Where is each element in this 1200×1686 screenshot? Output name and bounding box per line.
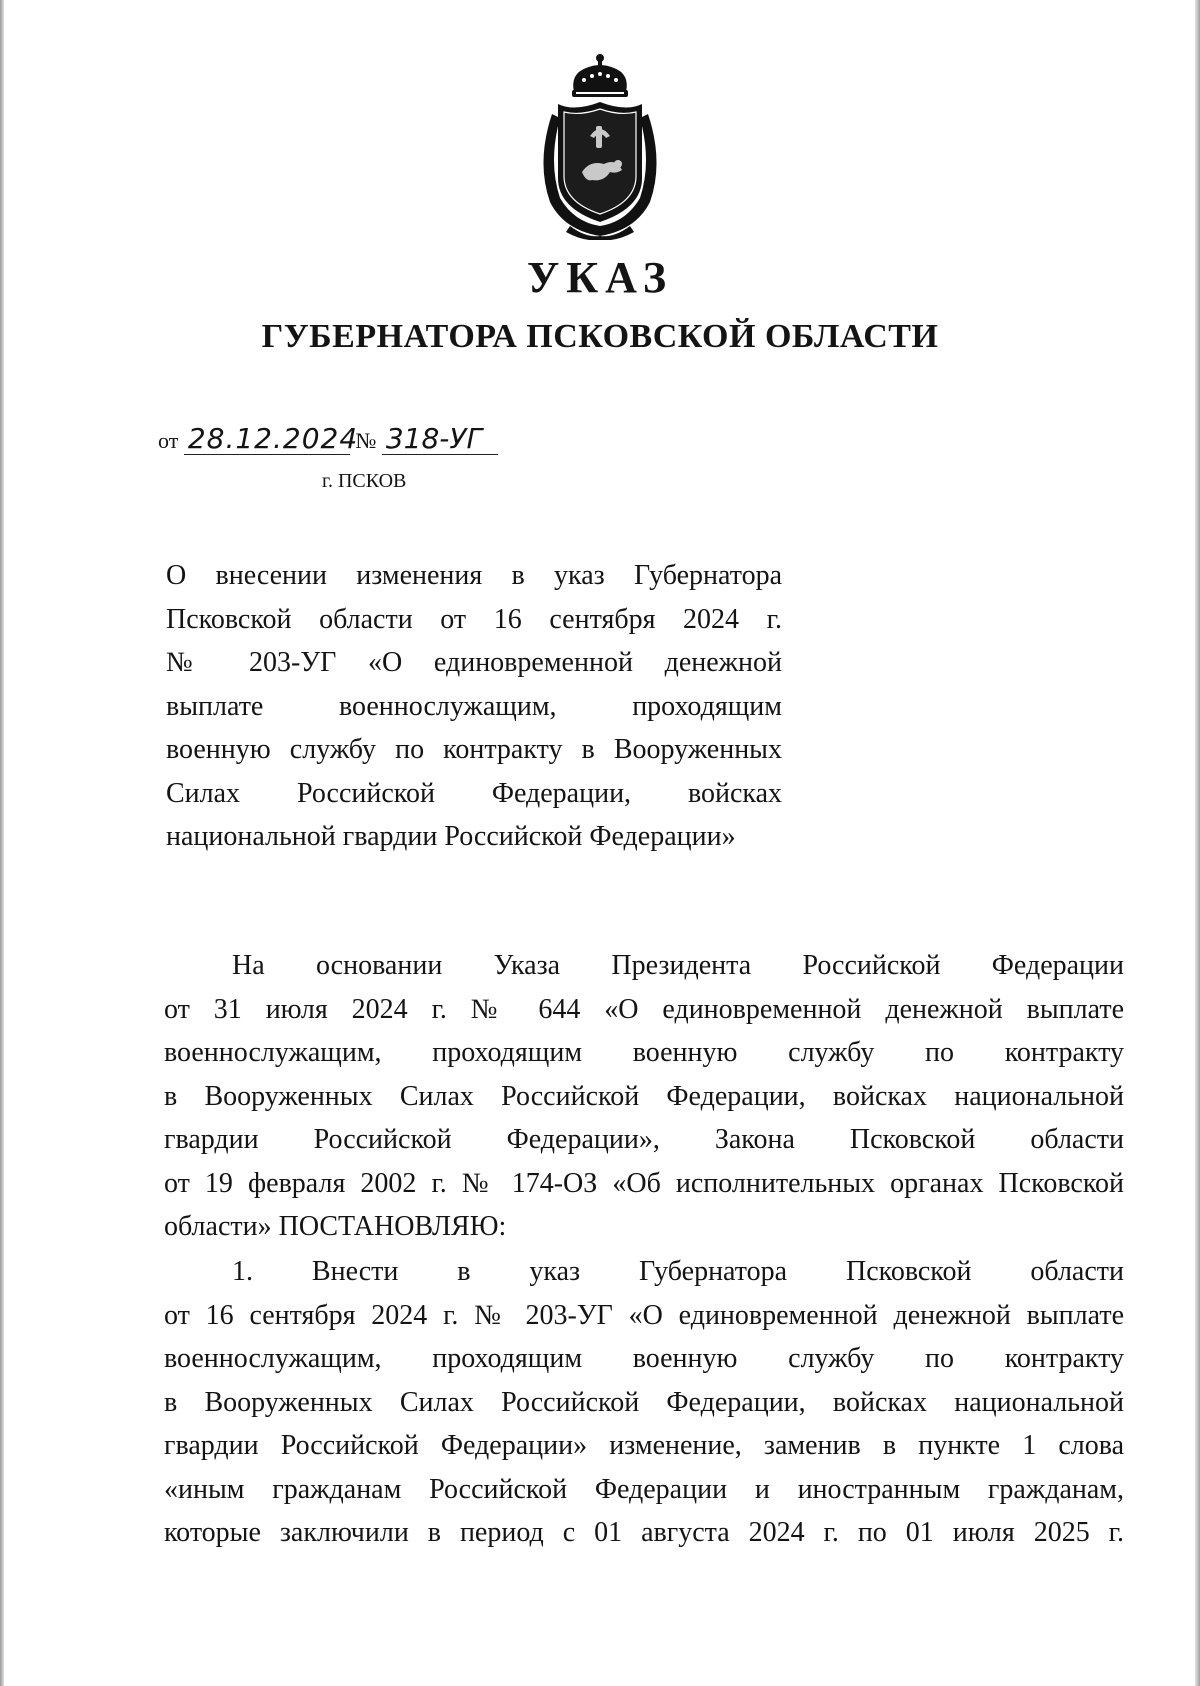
- handwritten-date: 28.12.2024: [184, 424, 350, 455]
- body-line: в Вооруженных Силах Российской Федерации, войсках национальной: [164, 1386, 1124, 1418]
- basis-paragraph: [164, 944, 1124, 1249]
- body-line: военнослужащим, проходящим военную службу по контракту: [164, 1037, 1124, 1068]
- body-line: гвардии Российской Федерации», Закона Псковской области: [164, 1124, 1124, 1155]
- document-title: УКАЗ: [526, 253, 674, 302]
- title-line: национальной гвардии Российской Федерации»: [166, 821, 736, 852]
- date-number-line: [158, 424, 498, 455]
- body-line: области» ПОСТАНОВЛЯЮ:: [164, 1211, 507, 1242]
- decree-title-block: [166, 554, 782, 859]
- date-prefix: от: [158, 428, 179, 453]
- body-line: от 31 июля 2024 г. № 644 «О единовременной денежной выплате: [164, 993, 1124, 1025]
- body-line: 1. Внести в указ Губернатора Псковской области: [232, 1256, 1124, 1287]
- handwritten-number: 318-УГ: [382, 424, 498, 455]
- title-line: выплате военнослужащим, проходящим: [166, 690, 782, 722]
- body-line: в Вооруженных Силах Российской Федерации, войсках национальной: [164, 1080, 1124, 1112]
- title-line: О внесении изменения в указ Губернатора: [166, 560, 782, 591]
- body-line: На основании Указа Президента Российской Федерации: [232, 950, 1124, 981]
- coat-of-arms-emblem: [530, 52, 670, 240]
- title-line: № 203-УГ «О единовременной денежной: [166, 647, 782, 678]
- item-1-paragraph: [164, 1250, 1124, 1555]
- body-line: военнослужащим, проходящим военную службу по контракту: [164, 1343, 1124, 1374]
- document-subtitle: ГУБЕРНАТОРА ПСКОВСКОЙ ОБЛАСТИ: [261, 318, 939, 355]
- title-line: военную службу по контракту в Вооруженных: [166, 734, 782, 765]
- number-prefix: №: [355, 428, 377, 453]
- city-name: г. ПСКОВ: [322, 470, 407, 492]
- title-line: Псковской области от 16 сентября 2024 г.: [166, 603, 782, 635]
- body-line: «иным гражданам Российской Федерации и иностранным гражданам,: [164, 1473, 1124, 1505]
- body-line: от 16 сентября 2024 г. № 203-УГ «О единовременной денежной выплате: [164, 1299, 1124, 1331]
- body-line: которые заключили в период с 01 августа 2024 г. по 01 июля 2025 г.: [164, 1517, 1124, 1548]
- body-line: гвардии Российской Федерации» изменение, заменив в пункте 1 слова: [164, 1430, 1124, 1461]
- body-line: от 19 февраля 2002 г. № 174-ОЗ «Об исполнительных органах Псковской: [164, 1167, 1124, 1199]
- title-line: Силах Российской Федерации, войсках: [166, 777, 782, 809]
